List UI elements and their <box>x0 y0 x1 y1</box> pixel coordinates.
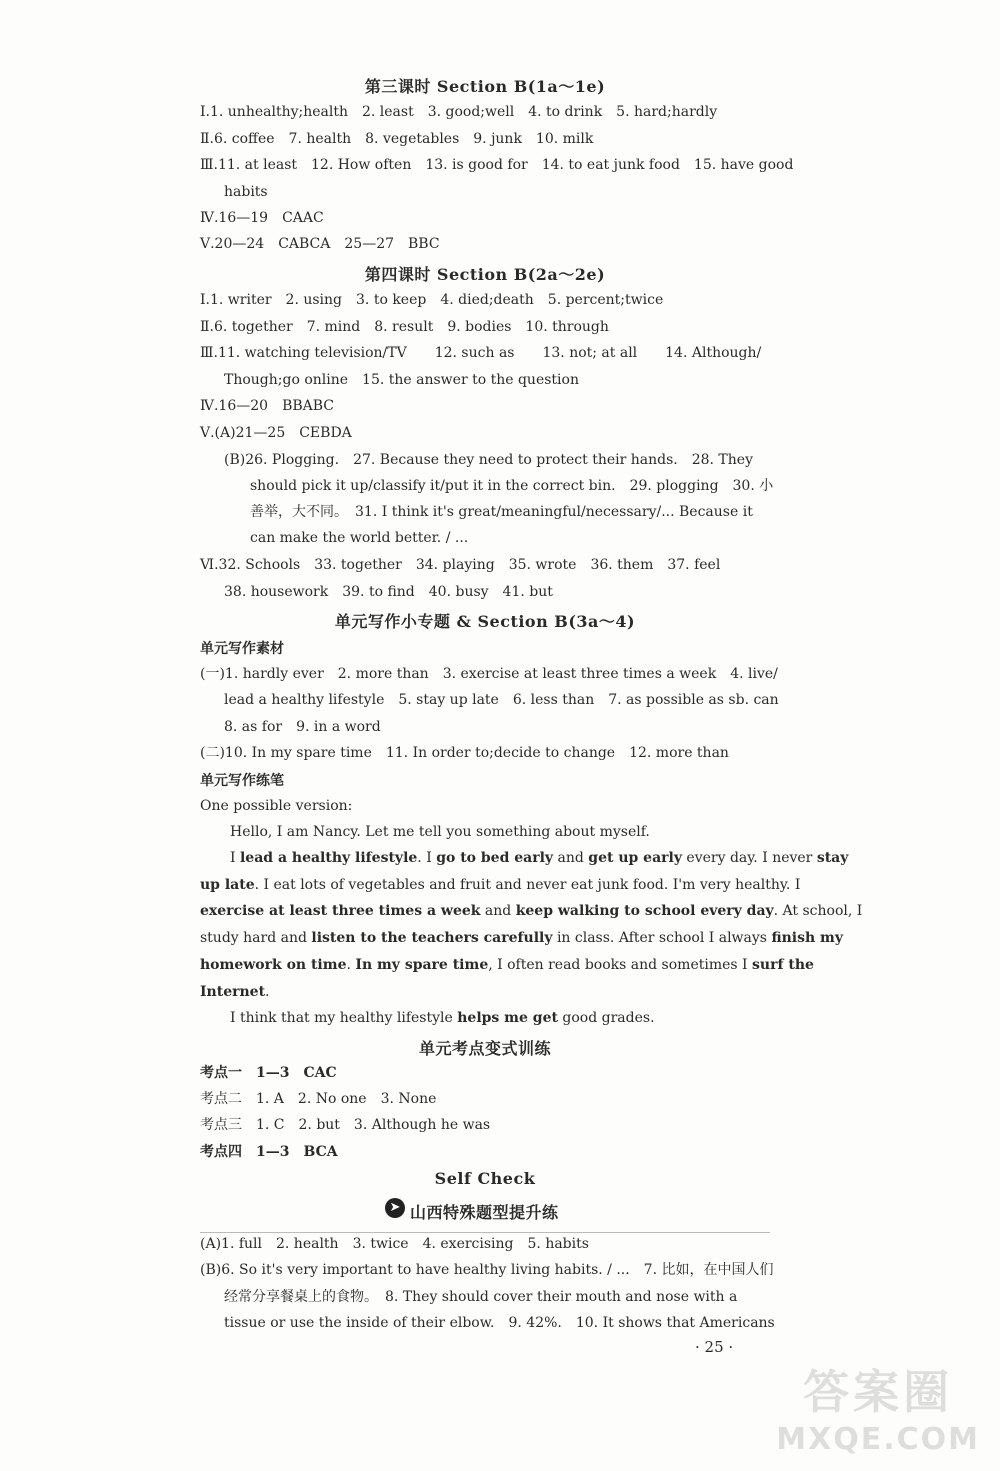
essay-line <box>200 982 775 1002</box>
text: I <box>230 850 240 866</box>
answer-line: (B)26. Plogging. 27. Because they need to protect their hands. 28. They <box>224 452 753 468</box>
heading-self-check: Self Check <box>434 1169 536 1188</box>
answer-line: Ⅵ.32. Schools 33. together 34. playing 35. wrote 36. them 37. feel <box>200 557 721 573</box>
answer-line: Ⅴ.20—24 CABCA 25—27 BBC <box>200 236 440 252</box>
text: . <box>346 957 356 973</box>
key-phrase: lead a healthy lifestyle <box>239 850 418 866</box>
answer-line: 8. as for 9. in a word <box>224 719 381 735</box>
text: good grades. <box>557 1010 655 1026</box>
answer-line: (二)10. In my spare time 11. In order to;decide to change 12. more than <box>200 745 729 761</box>
answer-line: 考点一 1—3 CAC <box>200 1065 337 1081</box>
answer-line: (一)1. hardly ever 2. more than 3. exercise at least three times a week 4. live/ <box>200 666 778 682</box>
key-phrase: exercise at least three times a week <box>200 903 481 919</box>
key-phrase: up late <box>200 877 255 893</box>
key-phrase: keep walking to school every day <box>515 903 774 919</box>
text: study hard and <box>200 930 312 946</box>
answer-line: lead a healthy lifestyle 5. stay up late 6. less than 7. as possible as sb. can <box>224 692 779 708</box>
heading-writing-topic: 单元写作小专题 & Section B(3a～4) <box>334 612 636 631</box>
key-phrase: Internet <box>200 984 266 1000</box>
answer-line: Ⅳ.16—19 CAAC <box>200 210 324 226</box>
answer-line: should pick it up/classify it/put it in the correct bin. 29. plogging 30. 小 <box>250 478 774 494</box>
answer-line: 考点二 1. A 2. No one 3. None <box>200 1091 437 1107</box>
essay-line <box>200 955 814 975</box>
text: , I often read books and sometimes I <box>488 957 753 973</box>
watermark-logo: 答案圈 <box>803 1365 954 1419</box>
heading-lesson-3: 第三课时 Section B(1a～1e) <box>364 77 606 96</box>
heading-lesson-4: 第四课时 Section B(2a～2e) <box>364 265 606 284</box>
answer-line: habits <box>224 184 268 200</box>
key-phrase: surf the <box>752 957 814 973</box>
answer-line: Ⅴ.(A)21—25 CEBDA <box>200 425 352 441</box>
text: in class. After school I always <box>552 930 772 946</box>
answer-line: 38. housework 39. to find 40. busy 41. but <box>224 584 553 600</box>
essay-line <box>230 848 849 868</box>
answer-line: Ⅰ.1. unhealthy;health 2. least 3. good;well 4. to drink 5. hard;hardly <box>200 104 718 120</box>
key-phrase: listen to the teachers carefully <box>311 930 553 946</box>
key-phrase: In my spare time <box>355 957 489 973</box>
text: every day. I never <box>681 850 817 866</box>
text: . I <box>417 850 437 866</box>
essay-line <box>200 901 863 921</box>
divider <box>200 1232 770 1233</box>
essay-line: Hello, I am Nancy. Let me tell you something about myself. <box>230 824 650 840</box>
answer-line: Ⅲ.11. watching television/TV 12. such as 13. not; at all 14. Although/ <box>200 345 762 361</box>
answer-line: tissue or use the inside of their elbow. 9. 42%. 10. It shows that Americans <box>224 1315 775 1331</box>
answer-line: Ⅰ.1. writer 2. using 3. to keep 4. died;death 5. percent;twice <box>200 292 664 308</box>
subheading-practice: 单元写作练笔 <box>200 773 284 789</box>
text: and <box>553 850 589 866</box>
text: . At school, I <box>773 903 863 919</box>
key-phrase: finish my <box>771 930 843 946</box>
essay-line <box>200 928 843 948</box>
key-phrase: stay <box>816 850 849 866</box>
arrow-icon: ➤ <box>385 1198 405 1218</box>
subheading-materials: 单元写作素材 <box>200 641 284 657</box>
answer-line: Ⅳ.16—20 BBABC <box>200 398 335 414</box>
page-number: · 25 · <box>695 1338 734 1356</box>
answer-line: Ⅱ.6. together 7. mind 8. result 9. bodies 10. through <box>200 319 609 335</box>
answer-line: 考点四 1—3 BCA <box>200 1144 338 1160</box>
answer-line: Though;go online 15. the answer to the question <box>224 372 579 388</box>
heading-unit-test-points: 单元考点变式训练 <box>418 1039 551 1058</box>
answer-line: Ⅱ.6. coffee 7. health 8. vegetables 9. junk 10. milk <box>200 131 594 147</box>
heading-shanxi-practice: 山西特殊题型提升练 <box>410 1203 559 1222</box>
essay-line <box>230 1008 775 1028</box>
answer-line: 善举，大不同。 31. I think it's great/meaningful/necessary/... Because it <box>250 504 753 520</box>
text: and <box>480 903 516 919</box>
watermark-url: MXQE.COM <box>776 1422 980 1457</box>
answer-line: Ⅲ.11. at least 12. How often 13. is good for 14. to eat junk food 15. have good <box>200 157 794 173</box>
answer-line: 考点三 1. C 2. but 3. Although he was <box>200 1117 491 1133</box>
answer-line: 经常分享餐桌上的食物。 8. They should cover their mouth and nose with a <box>224 1289 738 1305</box>
key-phrase: helps me get <box>457 1010 558 1026</box>
text: I think that my healthy lifestyle <box>230 1010 458 1026</box>
key-phrase: homework on time <box>200 957 347 973</box>
answer-line: can make the world better. / ... <box>250 530 469 546</box>
answer-line: (B)6. So it's very important to have healthy living habits. / ... 7. 比如，在中国人们 <box>200 1262 774 1278</box>
key-phrase: get up early <box>588 850 682 866</box>
watermark <box>776 1356 980 1457</box>
key-phrase: go to bed early <box>436 850 554 866</box>
text: . I eat lots of vegetables and fruit and never eat junk food. I'm very healthy. I <box>254 877 801 893</box>
answer-line: One possible version: <box>200 798 353 814</box>
essay-line <box>200 875 801 895</box>
text: . <box>265 984 270 1000</box>
answer-line: (A)1. full 2. health 3. twice 4. exercising 5. habits <box>200 1236 589 1252</box>
